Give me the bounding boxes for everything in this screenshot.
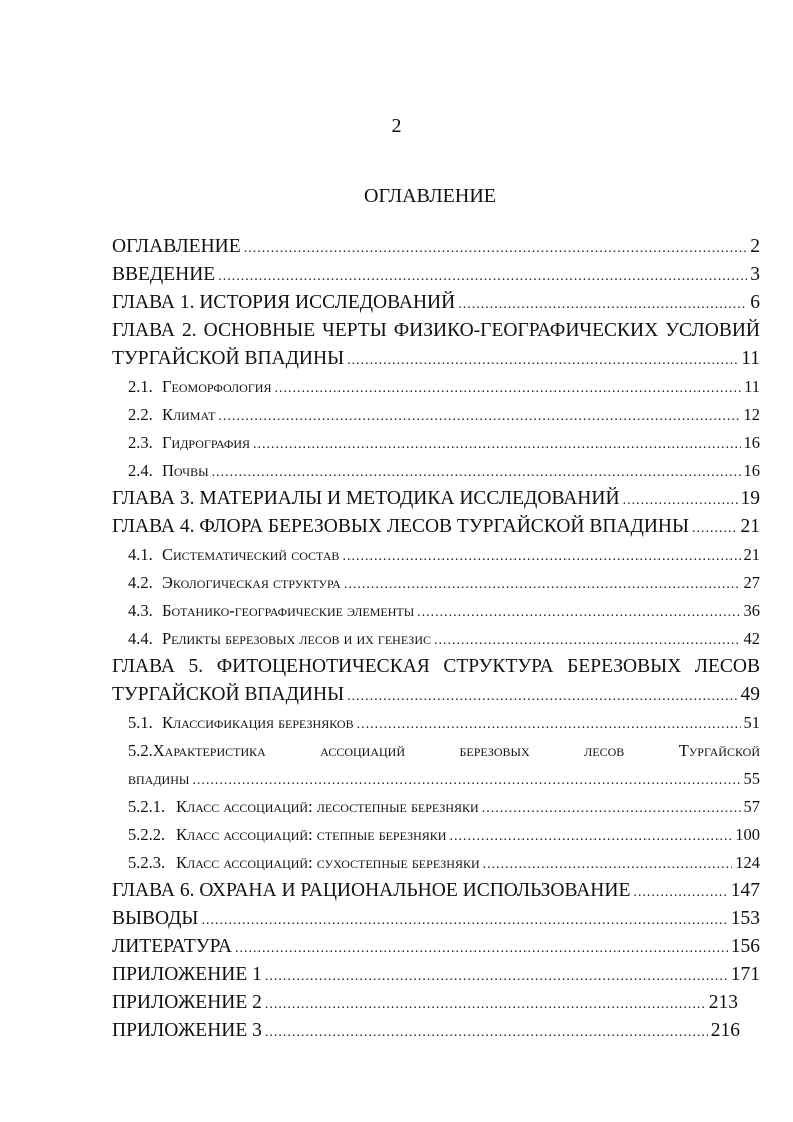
dot-leader bbox=[218, 263, 747, 291]
toc-entry-number: 2.1. bbox=[128, 377, 153, 396]
toc-entry-appendix-3[interactable] bbox=[112, 1017, 760, 1045]
toc-entry-page: 51 bbox=[743, 713, 760, 732]
toc-entry-label: Климат bbox=[162, 405, 216, 424]
toc-entry-label: ЛИТЕРАТУРА bbox=[112, 936, 232, 957]
dot-leader bbox=[235, 935, 728, 963]
toc-entry-page: 216 bbox=[710, 1020, 740, 1041]
toc-entry-chapter-6[interactable] bbox=[112, 877, 760, 905]
dot-leader bbox=[449, 823, 732, 851]
toc-entry-page: 21 bbox=[740, 516, 760, 537]
dot-leader bbox=[342, 543, 740, 571]
toc-entry-number: 2.3. bbox=[128, 433, 153, 452]
toc-entry-page: 55 bbox=[743, 769, 760, 788]
toc-entry-label: Экологическая структура bbox=[162, 573, 341, 592]
toc-entry-page: 100 bbox=[735, 825, 760, 844]
toc-entry-label: ПРИЛОЖЕНИЕ 2 bbox=[112, 992, 262, 1013]
page-number: 2 bbox=[391, 115, 402, 137]
toc-entry-page: 21 bbox=[743, 545, 760, 564]
toc-entry-chapter-5-line2[interactable] bbox=[112, 681, 760, 709]
toc-entry-number: 5.2.1. bbox=[128, 797, 166, 816]
toc-entry-appendix-1[interactable] bbox=[112, 961, 760, 989]
toc-entry-label: Классификация березняков bbox=[162, 713, 354, 732]
toc-entry-5-2-1[interactable] bbox=[112, 793, 760, 821]
toc-entry-chapter-4[interactable] bbox=[112, 513, 760, 541]
toc-entry-label: ГЛАВА 2. ОСНОВНЫЕ ЧЕРТЫ ФИЗИКО-ГЕОГРАФИЧЕСКИХ УСЛОВИЙ bbox=[112, 320, 760, 341]
toc-entry-4-1[interactable] bbox=[112, 541, 760, 569]
toc-entry-page: 16 bbox=[743, 433, 760, 452]
toc-entry-page: 6 bbox=[750, 292, 760, 313]
toc-entry-5-2-line2[interactable] bbox=[112, 765, 760, 793]
dot-leader bbox=[347, 347, 738, 375]
toc-entry-4-3[interactable] bbox=[112, 597, 760, 625]
toc-entry-label: ТУРГАЙСКОЙ ВПАДИНЫ bbox=[112, 348, 345, 369]
toc-entry-5-2-2[interactable] bbox=[112, 821, 760, 849]
dot-leader bbox=[201, 907, 727, 935]
toc-entry-chapter-5-line1[interactable] bbox=[112, 653, 760, 681]
toc-entry-page: 153 bbox=[730, 908, 760, 929]
toc-entry-label: ГЛАВА 3. МАТЕРИАЛЫ И МЕТОДИКА ИССЛЕДОВАНИЙ bbox=[112, 488, 620, 509]
dot-leader bbox=[192, 767, 740, 795]
dot-leader bbox=[692, 515, 737, 543]
toc-entry-number: 4.4. bbox=[128, 629, 153, 648]
toc-entry-chapter-1[interactable] bbox=[112, 289, 760, 317]
toc-entry-label: Гидрография bbox=[162, 433, 251, 452]
toc-entry-page: 11 bbox=[744, 377, 760, 396]
dot-leader bbox=[417, 599, 740, 627]
dot-leader bbox=[244, 235, 748, 263]
toc-entry-chapter-3[interactable] bbox=[112, 485, 760, 513]
toc-entry-label: ПРИЛОЖЕНИЕ 3 bbox=[112, 1020, 262, 1041]
toc-entry-page: 16 bbox=[743, 461, 760, 480]
toc-entry-number: 2.4. bbox=[128, 461, 153, 480]
dot-leader bbox=[218, 403, 740, 431]
dot-leader bbox=[344, 571, 741, 599]
toc-entry-page: 124 bbox=[735, 853, 760, 872]
toc-entry-page: 19 bbox=[740, 488, 760, 509]
toc-entry-5-2-3[interactable] bbox=[112, 849, 760, 877]
toc-entry-label: Класс ассоциаций: степные березняки bbox=[176, 825, 447, 844]
toc-entry-literature[interactable] bbox=[112, 933, 760, 961]
toc-entry-label: ГЛАВА 5. ФИТОЦЕНОТИЧЕСКАЯ СТРУКТУРА БЕРЕЗОВЫХ ЛЕСОВ bbox=[112, 656, 760, 677]
toc-entry-label: ГЛАВА 6. ОХРАНА И РАЦИОНАЛЬНОЕ ИСПОЛЬЗОВАНИЕ bbox=[112, 880, 631, 901]
toc-entry-label: ТУРГАЙСКОЙ ВПАДИНЫ bbox=[112, 684, 345, 705]
toc-entry-page: 156 bbox=[730, 936, 760, 957]
dot-leader bbox=[265, 991, 706, 1019]
dot-leader bbox=[253, 431, 740, 459]
dot-leader bbox=[623, 487, 738, 515]
toc-entry-label: ОГЛАВЛЕНИЕ bbox=[112, 236, 241, 257]
toc-entry-2-3[interactable] bbox=[112, 429, 760, 457]
toc-entry-page: 171 bbox=[730, 964, 760, 985]
toc-entry-number: 4.3. bbox=[128, 601, 153, 620]
toc-entry-label: Ботанико-географические элементы bbox=[162, 601, 415, 620]
toc-entry-number: 2.2. bbox=[128, 405, 153, 424]
toc-entry-5-2-line1[interactable] bbox=[112, 737, 760, 765]
toc-entry-label: Характеристика ассоциаций березовых лесов Тургайской bbox=[152, 741, 760, 760]
toc-entry-label: Класс ассоциаций: лесостепные березняки bbox=[176, 797, 479, 816]
toc-entry-label: Систематический состав bbox=[162, 545, 340, 564]
dot-leader bbox=[357, 711, 741, 739]
toc-entry-chapter-2-line1[interactable] bbox=[112, 317, 760, 345]
toc-entry-label: ВЫВОДЫ bbox=[112, 908, 199, 929]
toc-entry-label: Реликты березовых лесов и их генезис bbox=[162, 629, 431, 648]
toc-entry-page: 36 bbox=[743, 601, 760, 620]
toc-entry-page: 2 bbox=[750, 236, 760, 257]
toc-entry-5-1[interactable] bbox=[112, 709, 760, 737]
toc-entry-label: Класс ассоциаций: сухостепные березняки bbox=[176, 853, 480, 872]
toc-entry-number: 5.2.3. bbox=[128, 853, 166, 872]
toc-entry-page: 27 bbox=[743, 573, 760, 592]
toc-entry-4-2[interactable] bbox=[112, 569, 760, 597]
toc-entry-label: впадины bbox=[128, 769, 190, 788]
toc-entry-page: 3 bbox=[750, 264, 760, 285]
toc-entry-2-1[interactable] bbox=[112, 373, 760, 401]
toc-entry-number: 4.2. bbox=[128, 573, 153, 592]
toc-entry-4-4[interactable] bbox=[112, 625, 760, 653]
toc-entry-page: 42 bbox=[743, 629, 760, 648]
toc-entry-page: 147 bbox=[730, 880, 760, 901]
dot-leader bbox=[212, 459, 741, 487]
toc-entry-label: ВВЕДЕНИЕ bbox=[112, 264, 216, 285]
toc-entry-introduction[interactable] bbox=[112, 261, 760, 289]
toc-entry-chapter-2-line2[interactable] bbox=[112, 345, 760, 373]
toc-entry-page: 57 bbox=[743, 797, 760, 816]
toc-entry-2-4[interactable] bbox=[112, 457, 760, 485]
toc-entry-label: ГЛАВА 1. ИСТОРИЯ ИССЛЕДОВАНИЙ bbox=[112, 292, 456, 313]
toc-entry-number: 5.2.2. bbox=[128, 825, 166, 844]
table-of-contents bbox=[112, 233, 760, 1045]
toc-entry-page: 213 bbox=[708, 992, 738, 1013]
dot-leader bbox=[458, 291, 747, 319]
toc-entry-page: 11 bbox=[741, 348, 760, 369]
toc-entry-2-2[interactable] bbox=[112, 401, 760, 429]
dot-leader bbox=[483, 851, 733, 879]
toc-entry-label: ПРИЛОЖЕНИЕ 1 bbox=[112, 964, 262, 985]
toc-entry-contents[interactable] bbox=[112, 233, 760, 261]
toc-entry-label: Геоморфология bbox=[162, 377, 272, 396]
toc-entry-appendix-2[interactable] bbox=[112, 989, 760, 1017]
toc-entry-number: 5.2. bbox=[128, 741, 153, 760]
toc-entry-conclusions[interactable] bbox=[112, 905, 760, 933]
dot-leader bbox=[482, 795, 741, 823]
dot-leader bbox=[274, 375, 741, 403]
dot-leader bbox=[633, 879, 727, 907]
toc-entry-page: 12 bbox=[743, 405, 760, 424]
toc-entry-label: ГЛАВА 4. ФЛОРА БЕРЕЗОВЫХ ЛЕСОВ ТУРГАЙСКОЙ ВПАДИНЫ bbox=[112, 516, 690, 537]
dot-leader bbox=[434, 627, 741, 655]
toc-entry-page: 49 bbox=[740, 684, 760, 705]
dot-leader bbox=[347, 683, 737, 711]
toc-title: ОГЛАВЛЕНИЕ bbox=[364, 185, 496, 207]
dot-leader bbox=[265, 963, 728, 991]
toc-entry-number: 5.1. bbox=[128, 713, 153, 732]
toc-entry-label: Почвы bbox=[162, 461, 209, 480]
dot-leader bbox=[265, 1019, 708, 1047]
toc-entry-number: 4.1. bbox=[128, 545, 153, 564]
